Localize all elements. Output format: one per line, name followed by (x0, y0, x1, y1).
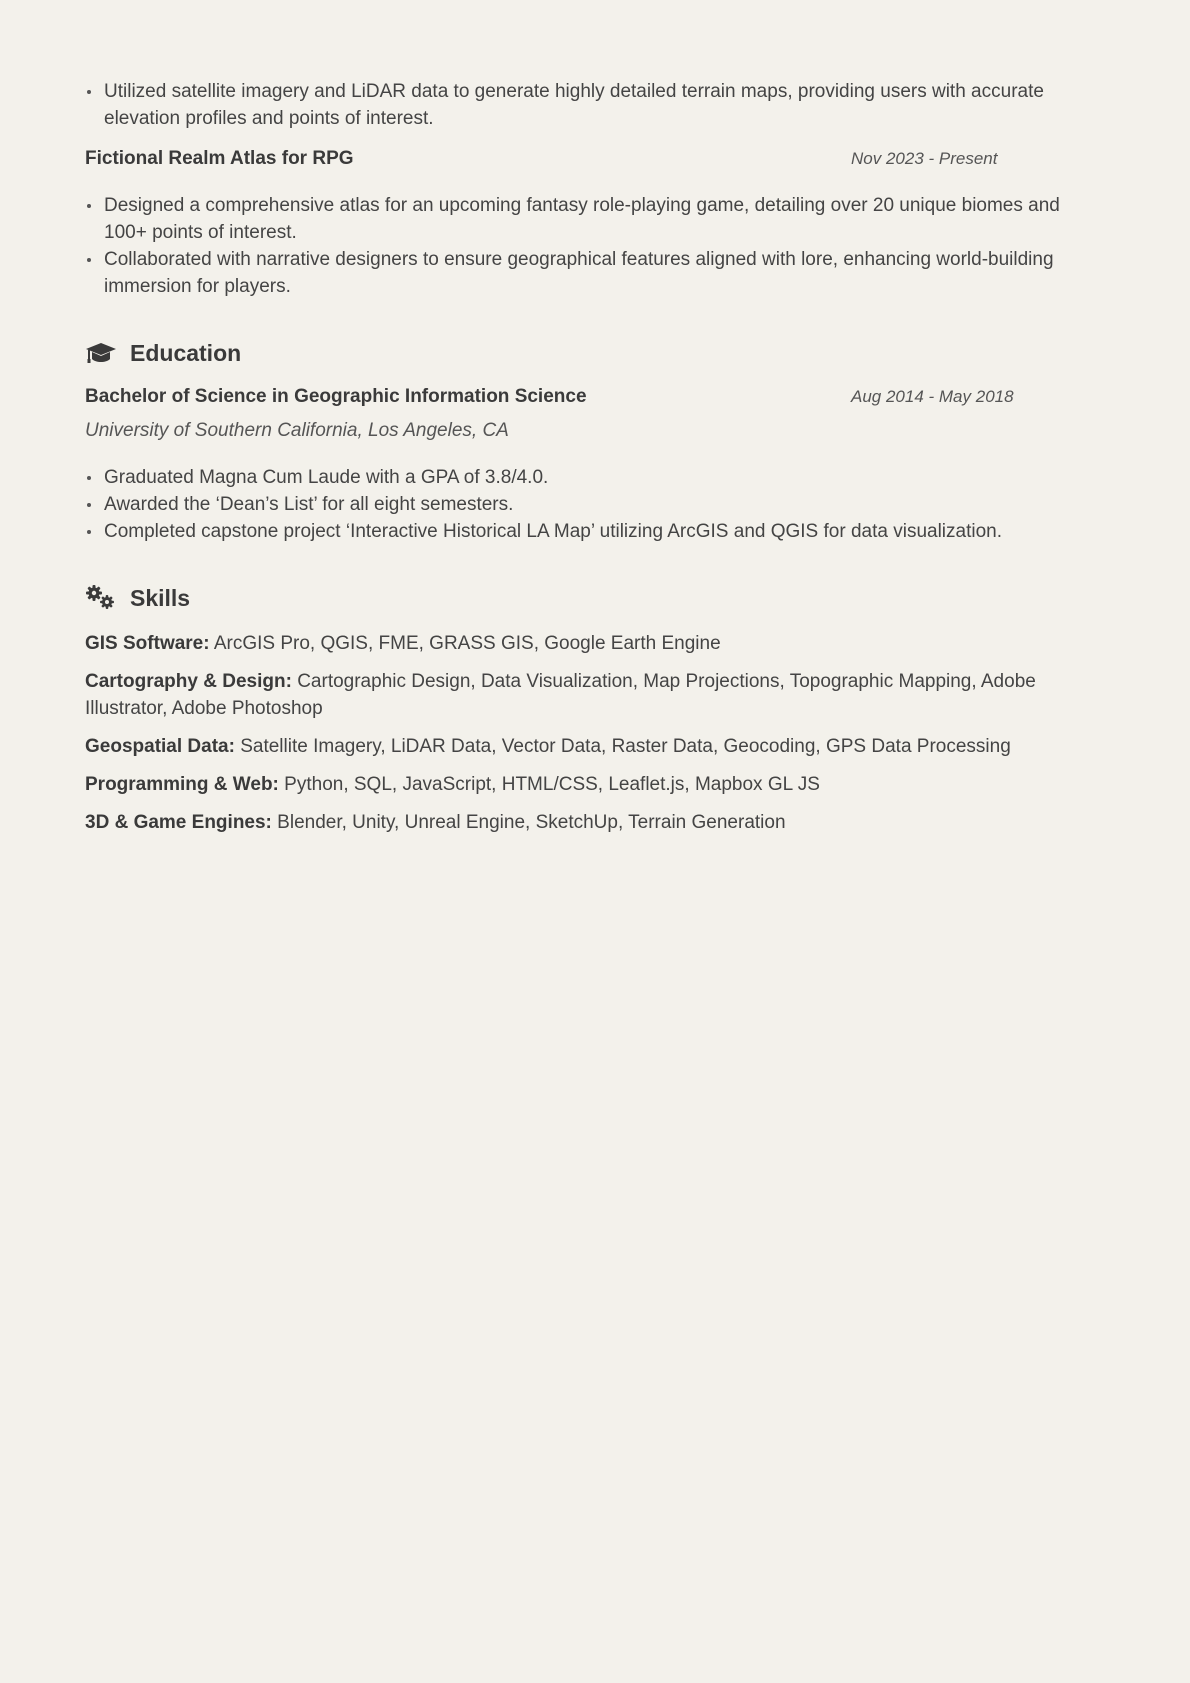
bullet-item: Awarded the ‘Dean’s List’ for all eight semesters. (85, 491, 1095, 518)
school-name: University of Southern California, Los Angeles, CA (85, 420, 509, 441)
skill-value: Satellite Imagery, LiDAR Data, Vector Data, Raster Data, Geocoding, GPS Data Processing (240, 736, 1011, 757)
skill-value: ArcGIS Pro, QGIS, FME, GRASS GIS, Google Earth Engine (213, 633, 721, 654)
gears-icon (85, 584, 117, 612)
entry-header (85, 146, 1095, 172)
entry-date: Nov 2023 - Present (851, 149, 998, 168)
graduation-cap-icon (85, 339, 117, 367)
skills-section-header (85, 581, 1095, 615)
bullet-item: Graduated Magna Cum Laude with a GPA of 3.8/4.0. (85, 464, 1095, 491)
bullet-item: Utilized satellite imagery and LiDAR data to generate highly detailed terrain maps, providing users with accurate elevation profiles and points of interest. (85, 78, 1095, 132)
bullet-item: Designed a comprehensive atlas for an upcoming fantasy role-playing game, detailing over 20 unique biomes and 100+ points of interest. (85, 192, 1095, 246)
entry-date: Aug 2014 - May 2018 (851, 387, 1014, 406)
skill-label: Cartography & Design: (85, 671, 292, 692)
skill-row (85, 771, 1095, 798)
skill-row (85, 630, 1095, 657)
skill-row (85, 668, 1095, 722)
skill-label: 3D & Game Engines: (85, 812, 272, 833)
bullet-item: Collaborated with narrative designers to ensure geographical features aligned with lore, enhancing world-building immersion for players. (85, 246, 1095, 300)
skill-label: GIS Software: (85, 633, 210, 654)
skill-label: Programming & Web: (85, 774, 279, 795)
resume-page (85, 78, 1095, 847)
skill-row (85, 733, 1095, 760)
education-entry (85, 384, 1095, 545)
experience-entry (85, 146, 1095, 300)
entry-bullets (85, 464, 1095, 545)
bullet-item: Completed capstone project ‘Interactive Historical LA Map’ utilizing ArcGIS and QGIS for data visualization. (85, 518, 1095, 545)
section-title: Education (130, 339, 242, 366)
degree-title: Bachelor of Science in Geographic Information Science (85, 386, 587, 407)
skills-list (85, 630, 1095, 836)
entry-bullets (85, 192, 1095, 300)
entry-title: Fictional Realm Atlas for RPG (85, 148, 354, 169)
skill-value: Cartographic Design, Data Visualization, Map Projections, Topographic Mapping, Adobe Illustrator, Adobe Photoshop (85, 671, 1036, 719)
skill-value: Blender, Unity, Unreal Engine, SketchUp, Terrain Generation (277, 812, 786, 833)
skill-row (85, 809, 1095, 836)
skill-label: Geospatial Data: (85, 736, 235, 757)
entry-header (85, 384, 1095, 410)
previous-entry-bullets (85, 78, 1095, 132)
education-section-header (85, 336, 1095, 370)
skill-value: Python, SQL, JavaScript, HTML/CSS, Leaflet.js, Mapbox GL JS (284, 774, 820, 795)
section-title: Skills (130, 584, 191, 611)
